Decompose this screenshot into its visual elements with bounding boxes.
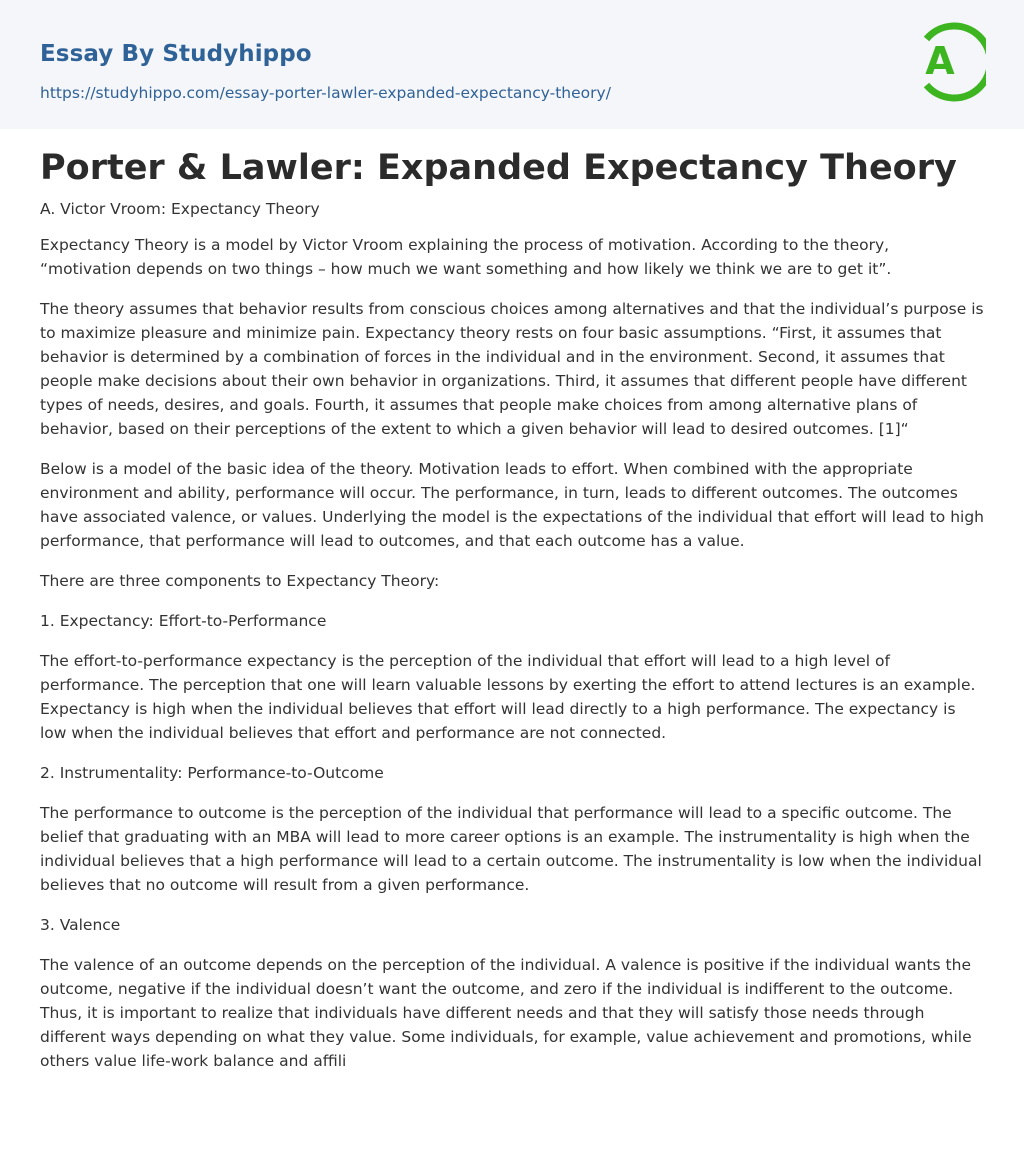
paragraph-instrumentality: The performance to outcome is the perception of the individual that performance will lead to a specific outcome. The belief that graduating with an MBA will lead to more career options is an example. The instrumentality is high when the individual believes that a high performance will lead to a certain outcome. The instrumentality is low when the individual believes that no outcome will result from a given performance. — [40, 804, 982, 894]
paragraph-model: Below is a model of the basic idea of the theory. Motivation leads to effort. When combined with the appropriate environment and ability, performance will occur. The performance, in turn, leads to different outcomes. The outcomes have associated valence, or values. Underlying the model is the expectations of the individual that effort will lead to high performance, that performance will lead to outcomes, and that each outcome has a value. — [40, 460, 984, 550]
article-title: Porter & Lawler: Expanded Expectancy Theory — [40, 148, 957, 188]
paragraph-assumptions: The theory assumes that behavior results from conscious choices among alternatives and that the individual’s purpose is to maximize pleasure and minimize pain. Expectancy theory rests on four basic assumptions. “First, it assumes that behavior is determined by a combination of forces in the individual and in the environment. Second, it assumes that people make decisions about their own behavior in organizations. Third, it assumes that different people have different types of needs, desires, and goals. Fourth, it assumes that people make choices from among alternative plans of behavior, based on their perceptions of the extent to which a given behavior will lead to desired outcomes. [1]“ — [40, 300, 984, 438]
paragraph-components-intro: There are three components to Expectancy Theory: — [40, 572, 440, 590]
brand-title: Essay By Studyhippo — [40, 41, 312, 67]
logo-letter: A — [925, 39, 955, 83]
article-body — [40, 197, 984, 1089]
heading-expectancy: 1. Expectancy: Effort-to-Performance — [40, 612, 327, 630]
paragraph-valence: The valence of an outcome depends on the perception of the individual. A valence is positive if the individual wants the outcome, negative if the individual doesn’t want the outcome, and zero if the individual is indifferent to the outcome. Thus, it is important to realize that individuals have different needs and that they will satisfy those needs through different ways depending on what they value. Some individuals, for example, value achievement and promotions, while others value life-work balance and affili — [40, 956, 972, 1070]
paragraph-expectancy: The effort-to-performance expectancy is the perception of the individual that effort will lead to a high level of performance. The perception that one will learn valuable lessons by exerting the effort to attend lectures is an example. Expectancy is high when the individual believes that effort will lead directly to a high performance. The expectancy is low when the individual believes that effort and performance are not connected. — [40, 652, 976, 742]
heading-valence: 3. Valence — [40, 916, 121, 934]
source-url-link[interactable]: https://studyhippo.com/essay-porter-lawler-expanded-expectancy-theory/ — [40, 84, 611, 102]
heading-instrumentality: 2. Instrumentality: Performance-to-Outcome — [40, 764, 384, 782]
paragraph-intro: Expectancy Theory is a model by Victor Vroom explaining the process of motivation. According to the theory, “motivation depends on two things – how much we want something and how likely we think we are to get it”. — [40, 236, 892, 278]
article-subtitle: A. Victor Vroom: Expectancy Theory — [40, 200, 320, 218]
